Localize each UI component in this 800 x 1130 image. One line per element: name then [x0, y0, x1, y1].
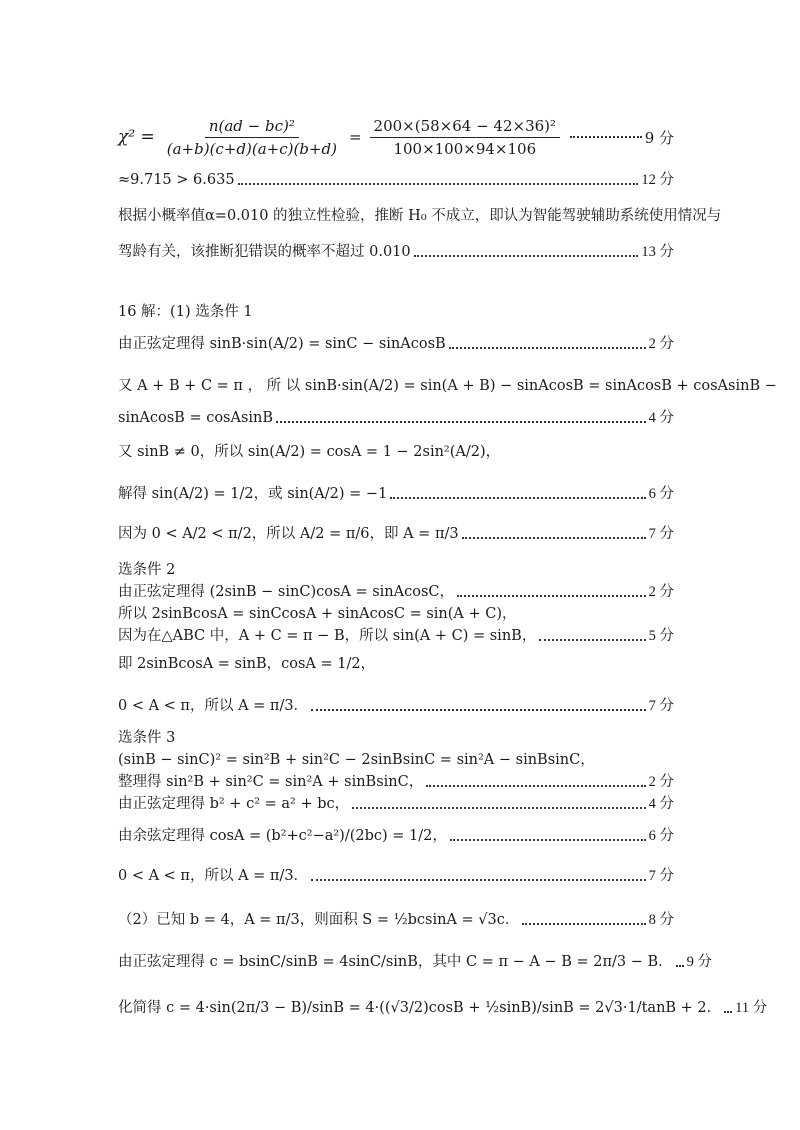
leader-dots [276, 421, 646, 423]
leader-dots [238, 183, 639, 185]
solution-line [118, 172, 674, 189]
line-text: 由正弦定理得 c = bsinC/sinB = 4sinC/sinB，其中 C = π − A − B = 2π/3 − B． [118, 954, 673, 970]
fraction-denominator: 100×100×94×106 [393, 139, 537, 158]
line-text: 由正弦定理得 (2sinB − sinC)cosA = sinAcosC， [118, 584, 455, 600]
leader-dots [462, 537, 646, 539]
fraction-denominator: (a+b)(c+d)(a+c)(b+d) [166, 139, 337, 158]
solution-line [118, 244, 674, 261]
leader-dots [457, 595, 646, 597]
leader-dots [450, 839, 646, 841]
score-label: 9 分 [686, 954, 713, 970]
formula-equals: = [348, 128, 362, 146]
line-text: 选条件 3 [118, 730, 176, 746]
solution-line [118, 584, 674, 601]
score-label: 13 分 [641, 244, 674, 260]
score-label: 6 分 [648, 486, 674, 502]
formula-lhs: χ² = [118, 127, 155, 147]
solution-line [118, 444, 680, 461]
line-text: 又 sinB ≠ 0，所以 sin(A/2) = cosA = 1 − 2sin²(A/2)， [118, 444, 501, 460]
solution-line [118, 796, 674, 813]
formula-fraction-general [163, 117, 341, 158]
score-label: 6 分 [648, 828, 674, 844]
line-text: 因为在△ABC 中，A + C = π − B，所以 sin(A + C) = sinB， [118, 628, 537, 644]
score-label: 12 分 [641, 172, 674, 188]
score-label: 5 分 [648, 628, 674, 644]
score-label: 11 分 [735, 1000, 768, 1016]
formula-fraction-numeric [370, 117, 561, 158]
solution-line [118, 410, 674, 427]
solution-line [118, 628, 674, 645]
leader-dots [570, 136, 642, 138]
leader-dots [522, 923, 645, 925]
leader-dots [390, 497, 645, 499]
line-text: 0 < A < π，所以 A = π/3． [118, 698, 309, 714]
line-text: 所以 2sinBcosA = sinCcosA + sinAcosC = sin(A + C)， [118, 606, 517, 622]
solution-line [118, 486, 674, 503]
score-label: 8 分 [648, 912, 674, 928]
leader-dots [414, 255, 639, 257]
solution-line [118, 954, 713, 971]
line-text: 16 解：(1) 选条件 1 [118, 304, 253, 320]
line-text: 化简得 c = 4·sin(2π/3 − B)/sinB = 4·((√3/2)cosB + ½sinB)/sinB = 2√3·1/tanB + 2． [118, 1000, 722, 1016]
line-text: 整理得 sin²B + sin²C = sin²A + sinBsinC， [118, 774, 424, 790]
score-label: 2 分 [648, 774, 674, 790]
leader-dots [426, 785, 645, 787]
line-text: 即 2sinBcosA = sinB，cosA = 1/2， [118, 656, 376, 672]
leader-dots [724, 1011, 732, 1013]
score-label: 7 分 [648, 868, 674, 884]
solution-line [118, 912, 674, 929]
solution-line [118, 336, 674, 353]
solution-line [118, 656, 680, 673]
line-text: 由正弦定理得 sinB·sin(A/2) = sinC − sinAcosB [118, 336, 446, 352]
section-heading [118, 730, 680, 747]
line-text: 解得 sin(A/2) = 1/2，或 sin(A/2) = −1 [118, 486, 388, 502]
line-text: 又 A + B + C = π ， 所 以 sinB·sin(A/2) = sin(A + B) − sinAcosB = sinAcosB + cosAsinB − [118, 378, 777, 394]
section-heading [118, 562, 680, 579]
solution-line [118, 698, 674, 715]
question-heading [118, 304, 680, 321]
leader-dots [539, 639, 645, 641]
solution-line [118, 378, 777, 395]
line-text: （2）已知 b = 4，A = π/3，则面积 S = ½bcsinA = √3c． [118, 912, 520, 928]
line-text: 由余弦定理得 cosA = (b²+c²−a²)/(2bc) = 1/2， [118, 828, 447, 844]
solution-line [118, 208, 722, 225]
leader-dots [449, 347, 646, 349]
line-text: 由正弦定理得 b² + c² = a² + bc， [118, 796, 350, 812]
score-label: 4 分 [648, 796, 674, 812]
line-text: 驾龄有关，该推断犯错误的概率不超过 0.010 [118, 244, 411, 260]
score-label: 7 分 [648, 698, 674, 714]
solution-line [118, 774, 674, 791]
score-label: 2 分 [648, 336, 674, 352]
leader-dots [311, 879, 646, 881]
solution-line [118, 828, 674, 845]
line-text: (sinB − sinC)² = sin²B + sin²C − 2sinBsinC = sin²A − sinBsinC， [118, 752, 595, 768]
line-text: 0 < A < π，所以 A = π/3． [118, 868, 309, 884]
solution-line [118, 1000, 768, 1017]
chi-square-formula [118, 112, 674, 162]
fraction-numerator: n(ad − bc)² [205, 117, 299, 138]
score-label: 7 分 [648, 526, 674, 542]
fraction-numerator: 200×(58×64 − 42×36)² [370, 117, 561, 138]
solution-line [118, 606, 680, 623]
score-label: 4 分 [648, 410, 674, 426]
leader-dots [676, 965, 684, 967]
line-text: 根据小概率值α=0.010 的独立性检验，推断 H₀ 不成立，即认为智能驾驶辅助系统使用情况与 [118, 208, 722, 224]
score-label: 2 分 [648, 584, 674, 600]
leader-dots [311, 709, 646, 711]
solution-line [118, 526, 674, 543]
line-text: 因为 0 < A/2 < π/2，所以 A/2 = π/6，即 A = π/3 [118, 526, 459, 542]
line-text: sinAcosB = cosAsinB [118, 410, 274, 426]
solution-line [118, 868, 674, 885]
solution-line [118, 752, 680, 769]
line-text: ≈9.715 > 6.635 [118, 172, 235, 188]
line-text: 选条件 2 [118, 562, 176, 578]
leader-dots [352, 807, 646, 809]
score-label: 9 分 [644, 128, 674, 147]
